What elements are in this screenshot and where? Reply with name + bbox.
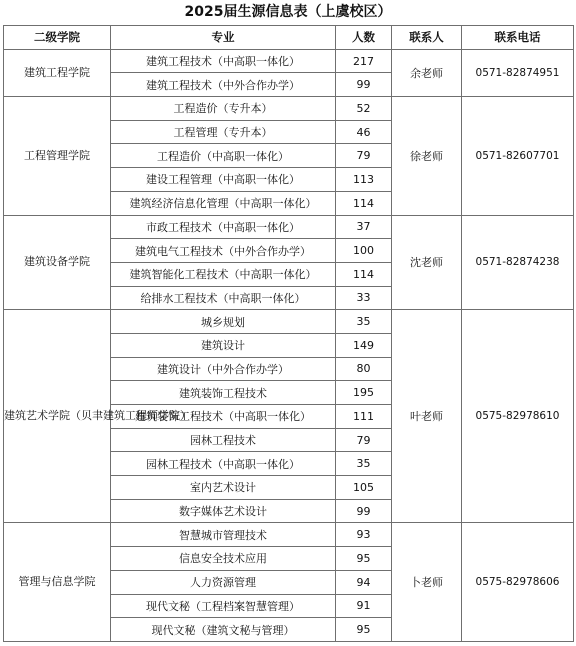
count-cell: 33: [336, 286, 392, 310]
major-cell: 信息安全技术应用: [111, 547, 336, 571]
major-cell: 建设工程管理（中高职一体化）: [111, 168, 336, 192]
count-cell: 95: [336, 618, 392, 642]
major-cell: 市政工程技术（中高职一体化）: [111, 215, 336, 239]
count-cell: 99: [336, 73, 392, 97]
phone-cell: 0571-82874238: [462, 215, 574, 310]
major-cell: 工程造价（中高职一体化）: [111, 144, 336, 168]
header-contact: 联系人: [392, 26, 462, 50]
major-cell: 给排水工程技术（中高职一体化）: [111, 286, 336, 310]
count-cell: 195: [336, 381, 392, 405]
table-row: [4, 310, 574, 334]
count-cell: 79: [336, 144, 392, 168]
major-cell: 建筑装饰工程技术: [111, 381, 336, 405]
major-cell: 建筑经济信息化管理（中高职一体化）: [111, 191, 336, 215]
count-cell: 105: [336, 476, 392, 500]
header-major: 专业: [111, 26, 336, 50]
major-cell: 数字媒体艺术设计: [111, 499, 336, 523]
contact-cell: 叶老师: [392, 310, 462, 523]
major-cell: 工程管理（专升本）: [111, 120, 336, 144]
count-cell: 95: [336, 547, 392, 571]
table-row: [4, 215, 574, 239]
count-cell: 37: [336, 215, 392, 239]
count-cell: 111: [336, 405, 392, 429]
count-cell: 35: [336, 310, 392, 334]
header-college: 二级学院: [4, 26, 111, 50]
major-cell: 智慧城市管理技术: [111, 523, 336, 547]
count-cell: 93: [336, 523, 392, 547]
contact-cell: 沈老师: [392, 215, 462, 310]
header-count: 人数: [336, 26, 392, 50]
major-cell: 建筑智能化工程技术（中高职一体化）: [111, 262, 336, 286]
major-cell: 城乡规划: [111, 310, 336, 334]
table-body: [4, 49, 574, 641]
college-cell: 建筑设备学院: [4, 215, 111, 310]
count-cell: 114: [336, 262, 392, 286]
page-title: 2025届生源信息表（上虞校区）: [184, 4, 392, 20]
phone-cell: 0571-82607701: [462, 97, 574, 215]
count-cell: 149: [336, 333, 392, 357]
count-cell: 80: [336, 357, 392, 381]
count-cell: 35: [336, 452, 392, 476]
table-row: [4, 97, 574, 121]
student-source-table: [3, 25, 574, 642]
count-cell: 46: [336, 120, 392, 144]
college-cell: 建筑工程学院: [4, 49, 111, 96]
count-cell: 91: [336, 594, 392, 618]
table-row: [4, 49, 574, 73]
contact-cell: 余老师: [392, 49, 462, 96]
count-cell: 100: [336, 239, 392, 263]
major-cell: 建筑装饰工程技术（中高职一体化）: [111, 405, 336, 429]
major-cell: 建筑工程技术（中外合作办学）: [111, 73, 336, 97]
contact-cell: 徐老师: [392, 97, 462, 215]
count-cell: 79: [336, 428, 392, 452]
phone-cell: 0575-82978610: [462, 310, 574, 523]
college-cell: 建筑艺术学院（贝聿建筑工程师学院）: [4, 310, 111, 523]
major-cell: 现代文秘（建筑文秘与管理）: [111, 618, 336, 642]
header-phone: 联系电话: [462, 26, 574, 50]
count-cell: 114: [336, 191, 392, 215]
count-cell: 99: [336, 499, 392, 523]
major-cell: 人力资源管理: [111, 570, 336, 594]
count-cell: 52: [336, 97, 392, 121]
college-cell: 工程管理学院: [4, 97, 111, 215]
college-cell: 管理与信息学院: [4, 523, 111, 641]
count-cell: 94: [336, 570, 392, 594]
contact-cell: 卜老师: [392, 523, 462, 641]
count-cell: 217: [336, 49, 392, 73]
major-cell: 建筑电气工程技术（中外合作办学）: [111, 239, 336, 263]
major-cell: 工程造价（专升本）: [111, 97, 336, 121]
major-cell: 园林工程技术: [111, 428, 336, 452]
major-cell: 室内艺术设计: [111, 476, 336, 500]
phone-cell: 0571-82874951: [462, 49, 574, 96]
major-cell: 建筑设计: [111, 333, 336, 357]
count-cell: 113: [336, 168, 392, 192]
major-cell: 建筑设计（中外合作办学）: [111, 357, 336, 381]
table-row: [4, 523, 574, 547]
major-cell: 现代文秘（工程档案智慧管理）: [111, 594, 336, 618]
major-cell: 建筑工程技术（中高职一体化）: [111, 49, 336, 73]
major-cell: 园林工程技术（中高职一体化）: [111, 452, 336, 476]
phone-cell: 0575-82978606: [462, 523, 574, 641]
header-row: [4, 26, 574, 50]
